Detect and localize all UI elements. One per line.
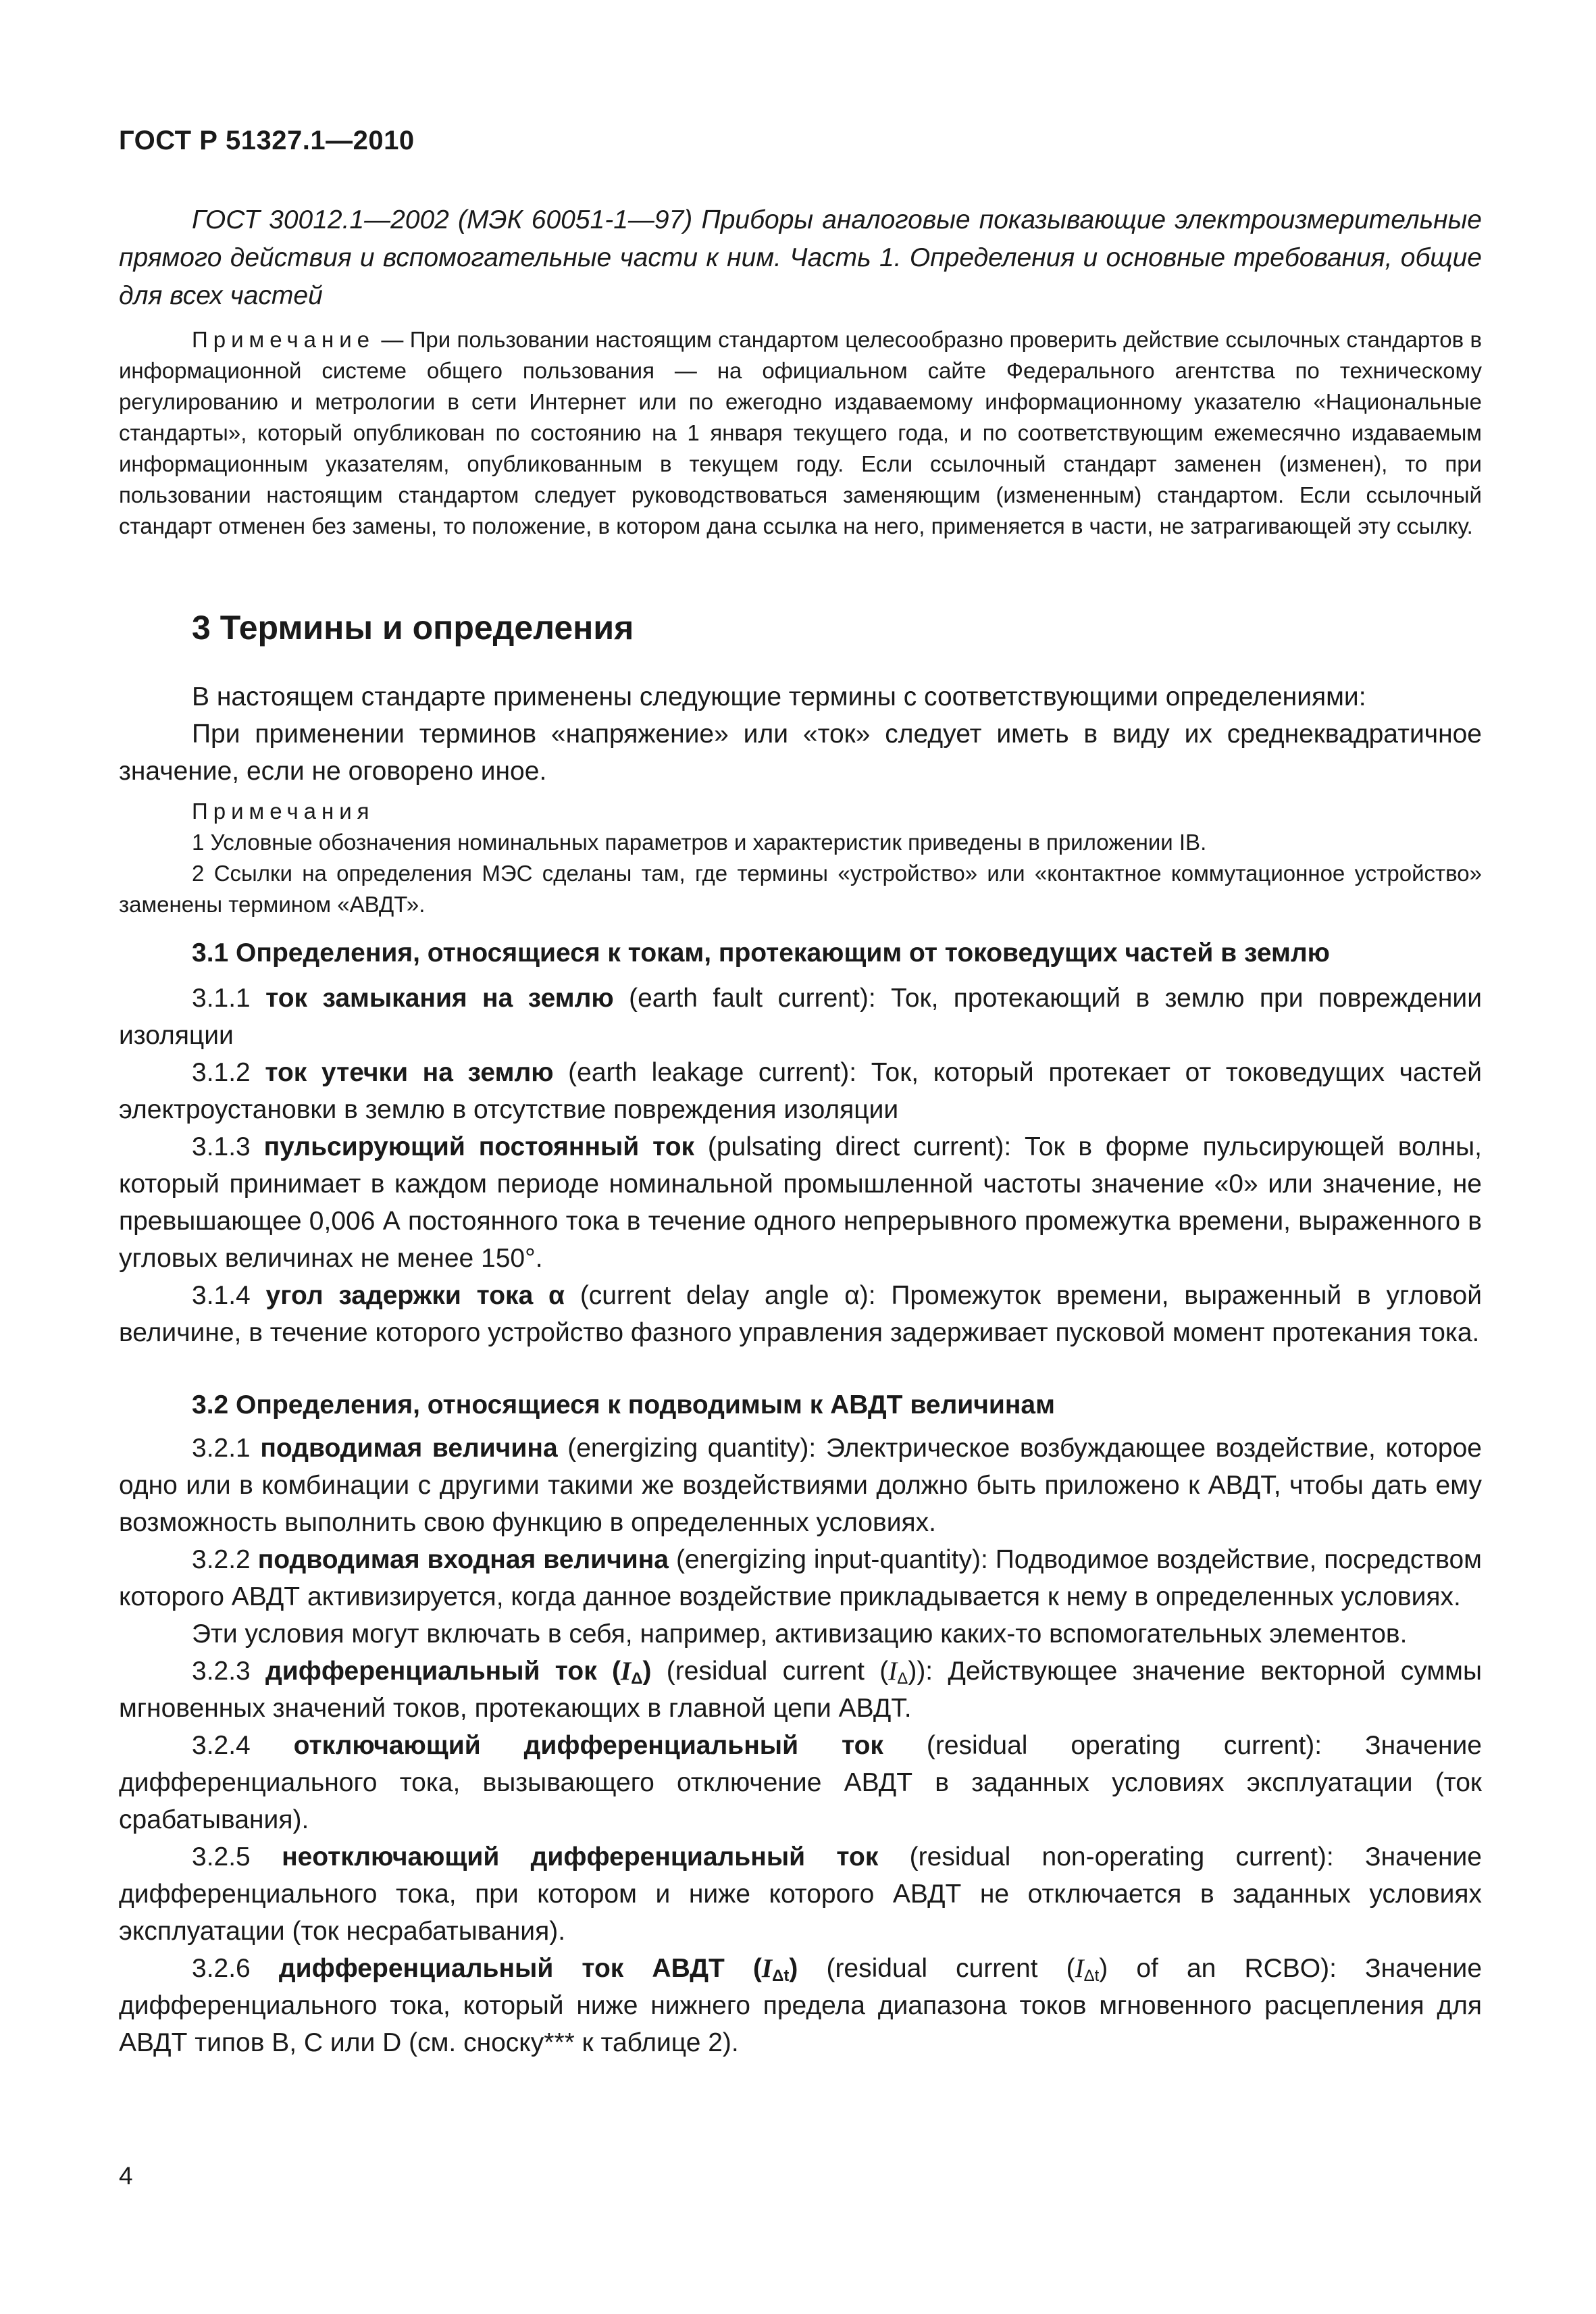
note-1: 1 Условные обозначения номинальных параметров и характеристик приведены в приложении IB. <box>192 830 1207 855</box>
note-block <box>119 324 1482 542</box>
term-name: неотключающий дифференциальный ток <box>282 1842 879 1871</box>
term-name: подводимая величина <box>260 1434 558 1463</box>
notes-block <box>119 796 1482 920</box>
note-paragraph <box>119 324 1482 542</box>
term-3-2-2: 3.2.2 подводимая входная величина (energizing input-quantity): Подводимое воздействие, посредством которого АВДТ активизируется, когда данное воздействие прикладывается к нему в определенных условиях. <box>119 1545 1482 1611</box>
term-name: отключающий дифференциальный ток <box>293 1731 883 1760</box>
subsection-3-1 <box>119 934 1482 972</box>
subsection-title: 3.2 Определения, относящиеся к подводимым к АВДТ величинам <box>192 1390 1055 1419</box>
referenced-standard-text: ГОСТ 30012.1—2002 (МЭК 60051-1—97) Приборы аналоговые показывающие электроизмерительные прямого действия и вспомогательные части к ним. Часть 1. Определения и основные требования, общие для всех частей <box>119 205 1482 310</box>
term-name: дифференциальный ток АВДТ $(I_{\Delta t})$ <box>278 1954 798 1985</box>
subsection-3-2-terms <box>119 1430 1482 2061</box>
term-name: ток замыкания на землю <box>265 984 614 1013</box>
section-3 <box>119 608 1482 647</box>
intro-paragraph-2: При применении терминов «напряжение» или «ток» следует иметь в виду их среднеквадратичное значение, если не оговорено иное. <box>119 720 1482 786</box>
subsection-3-1-terms <box>119 980 1482 1351</box>
term-3-2-1: 3.2.1 подводимая величина (energizing quantity): Электрическое возбуждающее воздействие, которое одно или в комбинации с другими такими же воздействиями должно быть приложено к АВДТ, чтобы дать ему возможность выполнить свою функцию в определенных условиях. <box>119 1434 1482 1537</box>
term-3-2-5: 3.2.5 неотключающий дифференциальный ток (residual non-operating current): Значение дифференциального тока, при котором и ниже которого АВДТ не отключается в заданных условиях эксплуатации (ток несрабатывания). <box>119 1842 1483 1946</box>
intro-paragraph-1: В настоящем стандарте применены следующие термины с соответствующими определениями: <box>192 682 1366 711</box>
section-3-intro <box>119 678 1482 790</box>
page-number: 4 <box>119 2162 133 2190</box>
document-code: ГОСТ Р 51327.1—2010 <box>119 126 415 155</box>
section-title: 3 Термины и определения <box>192 609 634 647</box>
term-3-2-6: 3.2.6 дифференциальный ток АВДТ $(I_{\Delta t})$ (residual current $(I_{\Delta t})$ of an RCBO): Значение дифференциального тока, который ниже нижнего предела диапазона токов мгновенного расцепления для АВДТ типов B, C или D (см. сноску*** к таблице 2). <box>119 1954 1483 2057</box>
notes-label: Примечания <box>192 799 375 824</box>
term-name: ток утечки на землю <box>265 1058 554 1087</box>
term-name: пульсирующий постоянный ток <box>263 1132 695 1161</box>
subsection-title: 3.1 Определения, относящиеся к токам, протекающим от токоведущих частей в землю <box>192 938 1330 967</box>
term-3-2-2-note: Эти условия могут включать в себя, например, активизацию каких-то вспомогательных элементов. <box>192 1619 1408 1649</box>
term-3-1-3: 3.1.3 пульсирующий постоянный ток (pulsating direct current): Ток в форме пульсирующей волны, который принимает в каждом периоде номинальной промышленной частоты значение «0» или значение, не превышающее 0,006 А постоянного тока в течение одного непрерывного промежутка времени, выраженного в угловых величинах не менее 150°. <box>119 1132 1482 1273</box>
term-3-2-4: 3.2.4 отключающий дифференциальный ток (residual operating current): Значение дифференциального тока, вызывающего отключение АВДТ в заданных условиях эксплуатации (ток срабатывания). <box>119 1731 1483 1834</box>
subsection-3-2 <box>119 1386 1482 1424</box>
term-name: угол задержки тока α <box>265 1281 565 1310</box>
note-text: — При пользовании настоящим стандартом целесообразно проверить действие ссылочных стандартов в информационной системе общего пользования — на официальном сайте Федерального агентства по техническому регулированию и метрологии в сети Интернет или по ежегодно издаваемому информационному указателю «Национальные стандарты», который опубликован по состоянию на 1 января текущего года, и по соответствующим ежемесячно издаваемым информационным указателям, опубликованным в текущем году. Если ссылочный стандарт заменен (изменен), то при пользовании настоящим стандартом следует руководствоваться заменяющим (измененным) стандартом. Если ссылочный стандарт отменен без замены, то положение, в котором дана ссылка на него, применяется в части, не затрагивающей эту ссылку. <box>119 327 1482 538</box>
term-3-1-1: 3.1.1 ток замыкания на землю (earth fault current): Ток, протекающий в землю при повреждении изоляции <box>119 984 1483 1050</box>
term-name: дифференциальный ток $(I_\Delta)$ <box>265 1657 652 1688</box>
term-3-1-2: 3.1.2 ток утечки на землю (earth leakage current): Ток, который протекает от токоведущих частей электроустановки в землю в отсутствие повреждения изоляции <box>119 1058 1483 1124</box>
referenced-standard <box>119 201 1482 315</box>
note-label: Примечание <box>192 327 376 352</box>
note-2: 2 Ссылки на определения МЭС сделаны там, где термины «устройство» или «контактное коммутационное устройство» заменены термином «АВДТ». <box>119 861 1482 917</box>
term-3-1-4: 3.1.4 угол задержки тока α (current delay angle α): Промежуток времени, выраженный в угловой величине, в течение которого устройство фазного управления задерживает пусковой момент протекания тока. <box>119 1281 1483 1347</box>
term-name: подводимая входная величина <box>257 1545 669 1574</box>
term-3-2-3: 3.2.3 дифференциальный ток $(I_\Delta)$ (residual current $(I_\Delta)$): Действующее значение векторной суммы мгновенных значений токов, протекающих в главной цепи АВДТ. <box>119 1657 1483 1723</box>
